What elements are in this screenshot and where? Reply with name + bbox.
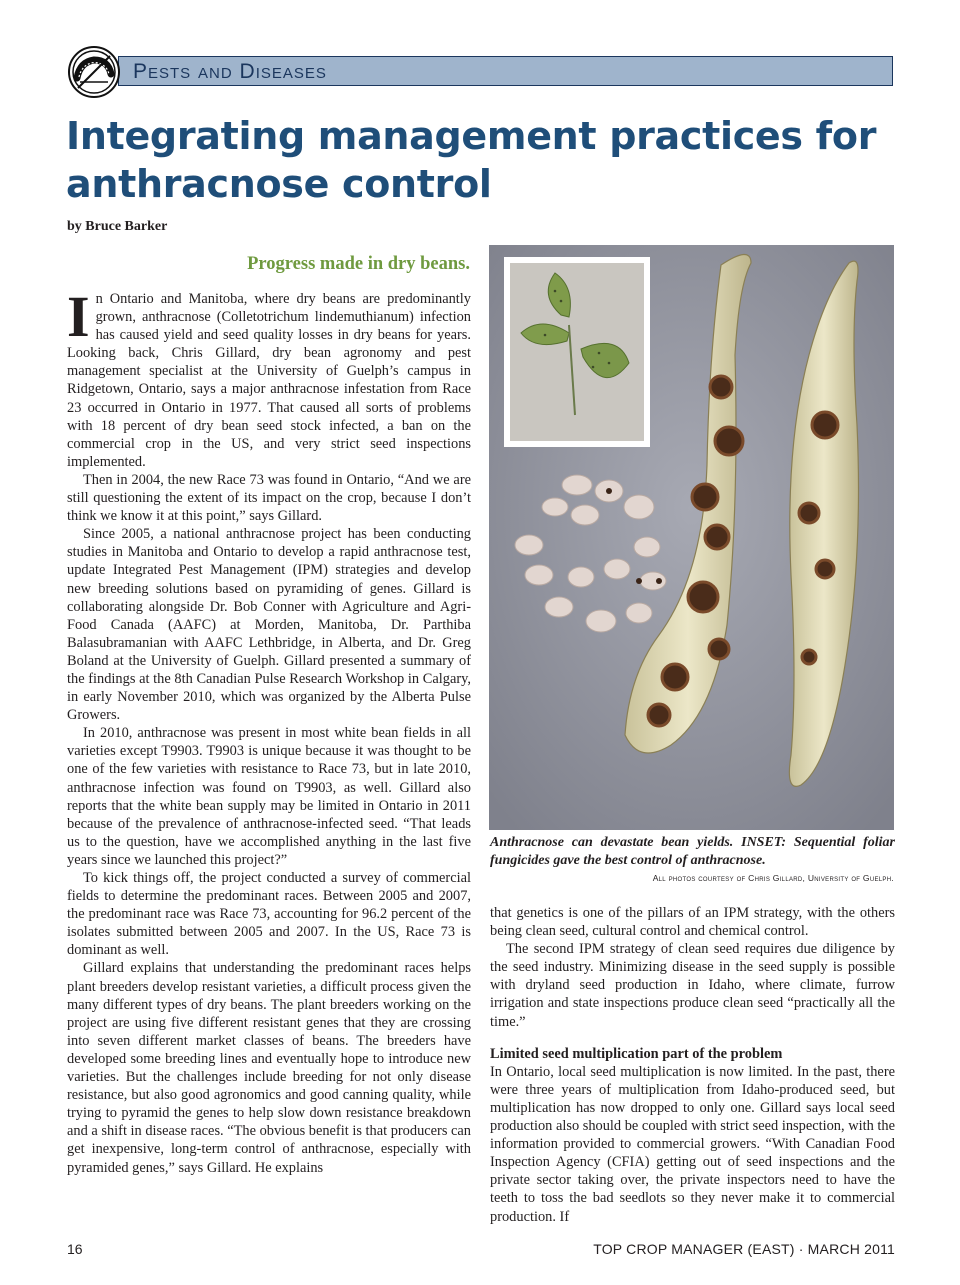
photo-caption: Anthracnose can devastate bean yields. INSET: Sequential foliar fungicides gave the best control of anthracnose.: [490, 835, 895, 868]
page-number: 16: [67, 1241, 83, 1257]
article-paragraph: In Ontario and Manitoba, where dry beans are predominantly grown, anthracnose (Colletotrichum lindemuthianum) infection has caused yield and seed quality losses in dry beans for years. Looking back, Chris Gillard, dry bean agronomy and pest management specialist at the University of Guelph’s campus in Ridgetown, Ontario, says a major anthracnose infestation from Race 23 occurred in Ontario in 1977. That caused all sorts of problems with 18 percent of dry bean seed stock infected, a ban on the commercial crop in the US, and very strict seed inspections implemented.: [67, 290, 471, 470]
article-paragraph: In Ontario, local seed multiplication is now limited. In the past, there were three years of multiplication from Idaho-produced seed, but multiplication has now dropped to only one. Gillard says local seed production also should be coupled with strict seed inspection, with the information provided to commercial growers. “With Canadian Food Inspection Agency (CFIA) getting out of seed inspections and the private sector taking over, the private inspectors need to have the teeth to toss the bad seedlots so they never make it to commercial production. If: [490, 1063, 895, 1225]
article-paragraph: that genetics is one of the pillars of an IPM strategy, with the others being clean seed, cultural control and chemical control.: [490, 905, 895, 940]
insect-larva-icon: [68, 46, 120, 98]
photo-credit: All photos courtesy of Chris Gillard, University of Guelph.: [652, 873, 894, 883]
article-paragraph: Then in 2004, the new Race 73 was found in Ontario, “And we are still questioning the extent of its impact on the crop, because I don’t think we know it at this point,” says Gillard.: [67, 471, 471, 525]
article-paragraph: In 2010, anthracnose was present in most white bean fields in all varieties except T9903. T9903 is unique because it was thought to be one of the few varieties with resistance to Race 73, but in late 2010, anthracnose infection was found on T9903, as well. Gillard also reports that the white bean supply may be limited in Ontario in 2011 because of the prevalence of anthracnose-infected seed. “That leads us to the question, have we accomplished anything in the last five years since we launched this project?”: [67, 725, 471, 868]
drop-cap: I: [67, 290, 90, 349]
article-paragraph: Gillard explains that understanding the predominant races helps plant breeders develop resistant varieties, a difficult process given the many different types of dry beans. The plant breeders working on the project are using five different resistant genes that they are crossing into seven different market classes of beans. The breeders have developed some breeding lines and eventually hope to introduce new varieties. But the challenges include breeding for not only disease resistance, but also good agronomics and good canning quality, while trying to pyramid the genes to help slow down resistance breakdown and a shift in disease races. “The obvious benefit is that producers can get inexpensive, long-term control of anthracnose, especially with pyramided genes,” says Gillard. He explains: [67, 960, 471, 1176]
article-paragraph: To kick things off, the project conducted a survey of commercial fields to determine the predominant races. Between 2005 and 2007, the predominant race was Race 73, accounting for 96.2 percent of the isolates submitted between 2005 and 2007. In the US, Race 73 is dominant as well.: [67, 870, 471, 959]
section-title: Pests and Diseases: [133, 60, 327, 83]
article-headline: Integrating management practices for anthracnose control: [66, 114, 877, 206]
publication-footer: TOP CROP MANAGER (EAST) · MARCH 2011: [593, 1241, 895, 1257]
byline: by Bruce Barker: [67, 219, 168, 234]
article-subhead: Progress made in dry beans.: [247, 254, 470, 274]
section-banner: [118, 56, 893, 86]
article-subheading: Limited seed multiplication part of the problem: [490, 1045, 783, 1062]
article-paragraph: Since 2005, a national anthracnose project has been conducting studies in Manitoba and Ontario to develop a rapid anthracnose test, update Integrated Pest Management (IPM) strategies and develop new breeding solutions based on pyramiding of genes. Gillard is collaborating alongside Dr. Bob Conner with Agriculture and Agri-Food Canada (AAFC) at Morden, Manitoba, Dr. Parthiba Balasubramanian with AAFC Lethbridge, in Alberta, and Dr. Greg Boland at the University of Guelph. Gillard presented a summary of the findings at the 8th Canadian Pulse Research Workshop in Calgary, in early November 2010, which was organized by the Alberta Pulse Growers.: [67, 526, 471, 724]
article-left-column: [67, 290, 471, 1235]
bean-pods-photo: [489, 245, 894, 830]
article-right-column: [490, 904, 895, 1236]
article-paragraph: The second IPM strategy of clean seed requires due diligence by the seed industry. Minimizing disease in the seed supply is possible with dryland seed production in Idaho, where climate, furrow irrigation and state inspections produce clean seed “practically all the time.”: [490, 941, 895, 1030]
